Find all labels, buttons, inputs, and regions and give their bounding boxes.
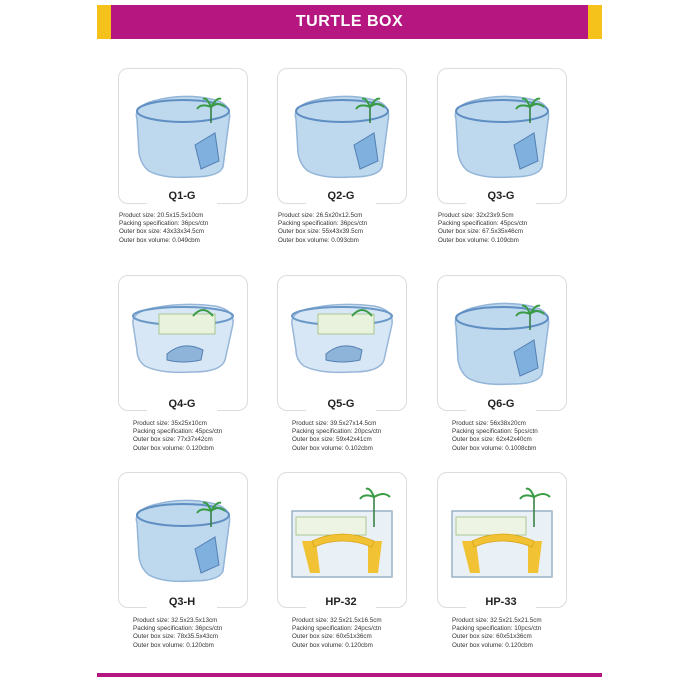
spec-line: Packing specification: 36pcs/ctn	[119, 220, 209, 228]
spec-line: Product size: 32.5x23.5x13cm	[133, 617, 218, 624]
spec-line: Product size: 56x38x20cm	[452, 420, 526, 427]
clear-turtle-tank-icon	[282, 284, 402, 388]
spec-line: Product size: 20.5x15.5x10cm	[119, 212, 204, 219]
header-accent-left	[97, 5, 111, 39]
spec-line: Outer box volume: 0.120cbm	[133, 641, 214, 649]
footer-divider	[97, 673, 602, 677]
product-model-label: Q5-G	[306, 396, 376, 412]
spec-line: Packing specification: 36pcs/ctn	[133, 625, 223, 633]
spec-line: Outer box size: 60x51x36cm	[452, 633, 532, 641]
spec-line: Outer box size: 67.5x35x46cm	[438, 228, 524, 236]
product-specs	[292, 617, 442, 650]
spec-line: Outer box volume: 0.120cbm	[452, 641, 533, 649]
clear-turtle-tank-icon	[123, 284, 243, 388]
product-card	[277, 472, 407, 608]
spec-line: Product size: 32.5x21.5x16.5cm	[292, 617, 382, 624]
spec-line: Product size: 39.5x27x14.5cm	[292, 420, 377, 427]
spec-line: Outer box size: 60x51x36cm	[292, 633, 372, 641]
product-model-label: Q4-G	[147, 396, 217, 412]
blue-oval-turtle-tank-icon	[123, 77, 243, 181]
header-banner	[97, 5, 602, 39]
blue-oval-turtle-tank-icon	[442, 77, 562, 181]
product-specs	[438, 212, 588, 245]
product-model-label: Q3-H	[147, 594, 217, 610]
spec-line: Product size: 35x25x10cm	[133, 420, 207, 427]
product-model-label: HP-33	[466, 594, 536, 610]
product-card	[437, 275, 567, 411]
spec-line: Outer box size: 78x35.5x43cm	[133, 633, 219, 641]
product-specs	[133, 420, 283, 453]
product-model-label: Q2-G	[306, 188, 376, 204]
spec-line: Outer box volume: 0.102cbm	[292, 444, 373, 452]
spec-line: Outer box volume: 0.120cbm	[133, 444, 214, 452]
spec-line: Outer box volume: 0.049cbm	[119, 236, 200, 244]
page-title: TURTLE BOX	[295, 13, 404, 30]
product-card	[118, 275, 248, 411]
product-card	[437, 68, 567, 204]
spec-line: Packing specification: 10pcs/ctn	[452, 625, 542, 633]
spec-line: Outer box volume: 0.1008cbm	[452, 444, 537, 452]
spec-line: Packing specification: 45pcs/ctn	[438, 220, 528, 228]
spec-line: Outer box size: 77x37x42cm	[133, 436, 213, 444]
spec-line: Packing specification: 20pcs/ctn	[292, 428, 382, 436]
spec-line: Product size: 32.5x21.5x21.5cm	[452, 617, 542, 624]
product-model-label: Q6-G	[466, 396, 536, 412]
blue-oval-turtle-tank-icon	[282, 77, 402, 181]
blue-oval-turtle-tank-icon	[123, 481, 243, 585]
rectangular-turtle-tank-icon	[442, 481, 562, 585]
product-card	[437, 472, 567, 608]
spec-line: Outer box size: 59x42x41cm	[292, 436, 372, 444]
blue-oval-turtle-tank-icon	[442, 284, 562, 388]
product-specs	[452, 617, 602, 650]
product-specs	[452, 420, 602, 453]
spec-line: Outer box volume: 0.093cbm	[278, 236, 359, 244]
product-card	[277, 68, 407, 204]
spec-line: Outer box size: 43x33x34.5cm	[119, 228, 205, 236]
product-specs	[292, 420, 442, 453]
product-specs	[119, 212, 269, 245]
spec-line: Outer box size: 55x43x39.5cm	[278, 228, 364, 236]
header-accent-right	[588, 5, 602, 39]
product-model-label: Q3-G	[466, 188, 536, 204]
product-card	[118, 68, 248, 204]
product-specs	[133, 617, 283, 650]
product-specs	[278, 212, 428, 245]
spec-line: Outer box size: 62x42x40cm	[452, 436, 532, 444]
rectangular-turtle-tank-icon	[282, 481, 402, 585]
product-model-label: Q1-G	[147, 188, 217, 204]
product-card	[277, 275, 407, 411]
spec-line: Outer box volume: 0.120cbm	[292, 641, 373, 649]
spec-line: Packing specification: 36pcs/ctn	[278, 220, 368, 228]
spec-line: Packing specification: 45pcs/ctn	[133, 428, 223, 436]
product-card	[118, 472, 248, 608]
product-model-label: HP-32	[306, 594, 376, 610]
spec-line: Product size: 26.5x20x12.5cm	[278, 212, 363, 219]
spec-line: Product size: 32x23x9.5cm	[438, 212, 514, 219]
spec-line: Outer box volume: 0.109cbm	[438, 236, 519, 244]
spec-line: Packing specification: 24pcs/ctn	[292, 625, 382, 633]
spec-line: Packing specification: 5pcs/ctn	[452, 428, 538, 436]
